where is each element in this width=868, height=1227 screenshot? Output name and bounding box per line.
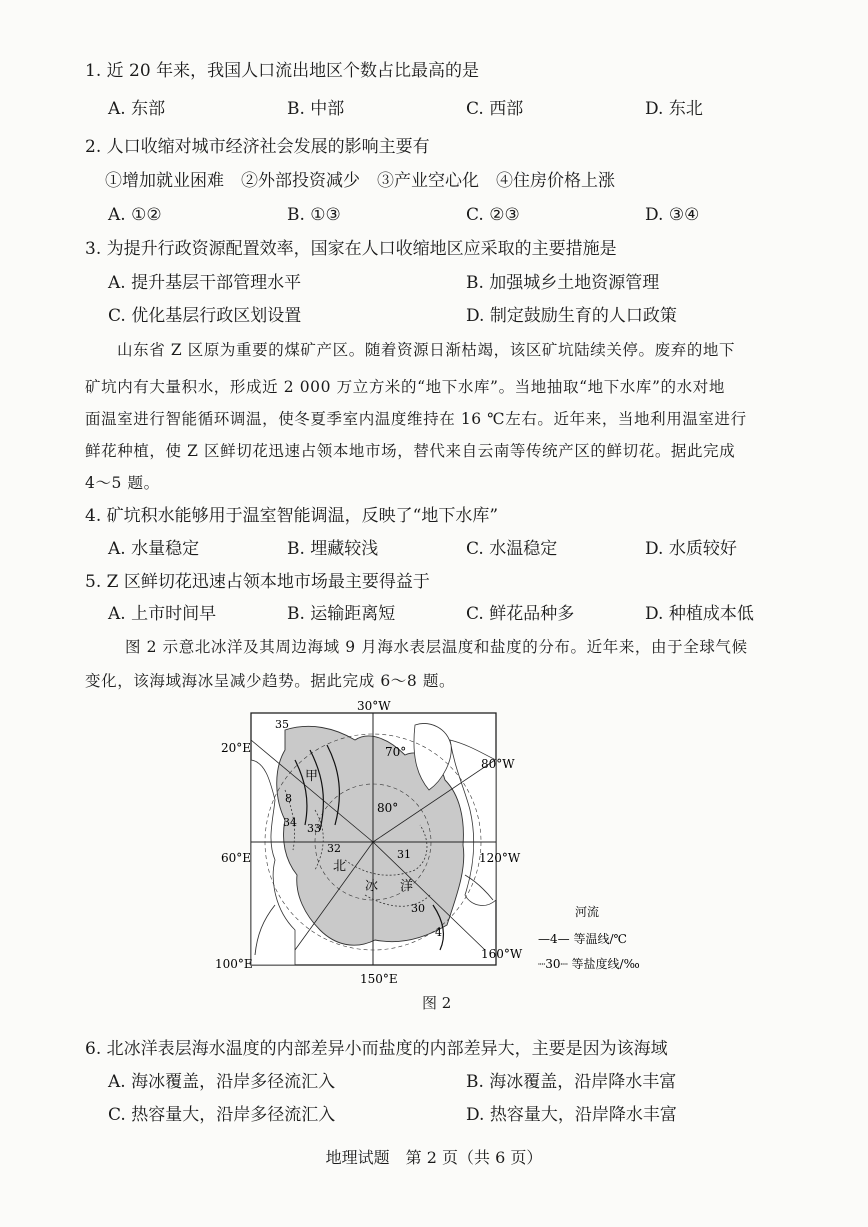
passage-2-line-1: 图 2 示意北冰洋及其周边海域 9 月海水表层温度和盐度的分布。近年来，由于全球气候 — [125, 638, 748, 656]
label-60e: 60°E — [221, 851, 252, 865]
passage-1-line-2: 矿坑内有大量积水，形成近 2 000 万立方米的“地下水库”。当地抽取“地下水库”的水对地 — [85, 378, 725, 396]
q6-option-c[interactable]: C. 热容量大，沿岸多径流汇入 — [108, 1105, 336, 1125]
q1-option-c[interactable]: C. 西部 — [466, 99, 524, 119]
q6-option-a[interactable]: A. 海冰覆盖，沿岸多径流汇入 — [108, 1072, 336, 1092]
label-30: 30 — [411, 902, 425, 915]
label-bing: 冰 — [365, 879, 379, 894]
passage-1-line-1: 山东省 Z 区原为重要的煤矿产区。随着资源日渐枯竭，该区矿坑陆续关停。废弃的地下 — [117, 341, 736, 359]
label-bei: 北 — [333, 859, 347, 874]
q3-option-b[interactable]: B. 加强城乡土地资源管理 — [466, 273, 660, 293]
label-33: 33 — [307, 822, 321, 835]
label-160w: 160°W — [481, 947, 523, 961]
question-6-stem: 6. 北冰洋表层海水温度的内部差异小而盐度的内部差异大，主要是因为该海域 — [85, 1039, 668, 1059]
q3-option-c[interactable]: C. 优化基层行政区划设置 — [108, 306, 302, 326]
question-3-stem: 3. 为提升行政资源配置效率，国家在人口收缩地区应采取的主要措施是 — [85, 239, 617, 259]
map-svg — [215, 700, 685, 990]
label-34: 34 — [283, 816, 297, 829]
label-lat-70: 70° — [385, 745, 407, 759]
passage-1-line-4: 鲜花种植，使 Z 区鲜切花迅速占领本地市场，替代来自云南等传统产区的鲜切花。据此完成 — [85, 442, 736, 460]
label-8: 8 — [285, 792, 292, 805]
question-4-stem: 4. 矿坑积水能够用于温室智能调温，反映了“地下水库” — [85, 506, 499, 526]
page-footer: 地理试题 第 2 页（共 6 页） — [325, 1148, 543, 1167]
q5-option-a[interactable]: A. 上市时间早 — [108, 604, 217, 624]
q4-option-d[interactable]: D. 水质较好 — [645, 539, 737, 559]
legend-isohaline: ┈30┈ 等盐度线/‰ — [538, 957, 640, 971]
passage-1-line-3: 面温室进行智能循环调温，使冬夏季室内温度维持在 16 ℃左右。近年来，当地利用温室进行 — [85, 410, 747, 428]
q4-option-b[interactable]: B. 埋藏较浅 — [287, 539, 379, 559]
arctic-ocean-map — [215, 700, 685, 990]
label-35: 35 — [275, 718, 289, 731]
label-20e: 20°E — [221, 741, 252, 755]
label-32: 32 — [327, 842, 341, 855]
question-2-stem: 2. 人口收缩对城市经济社会发展的影响主要有 — [85, 137, 430, 157]
q2-option-d[interactable]: D. ③④ — [645, 205, 700, 225]
q1-option-a[interactable]: A. 东部 — [108, 99, 166, 119]
passage-2-line-2: 变化，该海域海冰呈减少趋势。据此完成 6～8 题。 — [85, 672, 456, 690]
q6-option-d[interactable]: D. 热容量大，沿岸降水丰富 — [466, 1105, 677, 1125]
q2-statements: ①增加就业困难 ②外部投资减少 ③产业空心化 ④住房价格上涨 — [105, 171, 615, 191]
label-100e: 100°E — [215, 957, 253, 971]
legend-isotherm: —4— 等温线/℃ — [538, 932, 627, 946]
label-31: 31 — [397, 848, 411, 861]
legend-river: 河流 — [575, 905, 600, 919]
q2-option-a[interactable]: A. ①② — [108, 205, 162, 225]
label-4: 4 — [435, 926, 442, 939]
q3-option-a[interactable]: A. 提升基层干部管理水平 — [108, 273, 302, 293]
label-yang: 洋 — [400, 879, 414, 894]
q3-option-d[interactable]: D. 制定鼓励生育的人口政策 — [466, 306, 677, 326]
q1-option-b[interactable]: B. 中部 — [287, 99, 345, 119]
label-150e: 150°E — [360, 972, 398, 986]
q2-option-c[interactable]: C. ②③ — [466, 205, 520, 225]
label-80w: 80°W — [481, 757, 515, 771]
question-1-stem: 1. 近 20 年来，我国人口流出地区个数占比最高的是 — [85, 61, 480, 81]
label-lat-80: 80° — [377, 801, 399, 815]
label-jia: 甲 — [305, 769, 319, 784]
q5-option-b[interactable]: B. 运输距离短 — [287, 604, 396, 624]
passage-1-line-5: 4～5 题。 — [85, 474, 160, 492]
q4-option-a[interactable]: A. 水量稳定 — [108, 539, 200, 559]
q2-option-b[interactable]: B. ①③ — [287, 205, 341, 225]
q6-option-b[interactable]: B. 海冰覆盖，沿岸降水丰富 — [466, 1072, 677, 1092]
q4-option-c[interactable]: C. 水温稳定 — [466, 539, 558, 559]
label-30w: 30°W — [357, 700, 391, 713]
figure-label: 图 2 — [422, 994, 452, 1012]
question-5-stem: 5. Z 区鲜切花迅速占领本地市场最主要得益于 — [85, 572, 430, 592]
q5-option-d[interactable]: D. 种植成本低 — [645, 604, 754, 624]
label-120w: 120°W — [479, 851, 521, 865]
q5-option-c[interactable]: C. 鲜花品种多 — [466, 604, 575, 624]
q1-option-d[interactable]: D. 东北 — [645, 99, 703, 119]
